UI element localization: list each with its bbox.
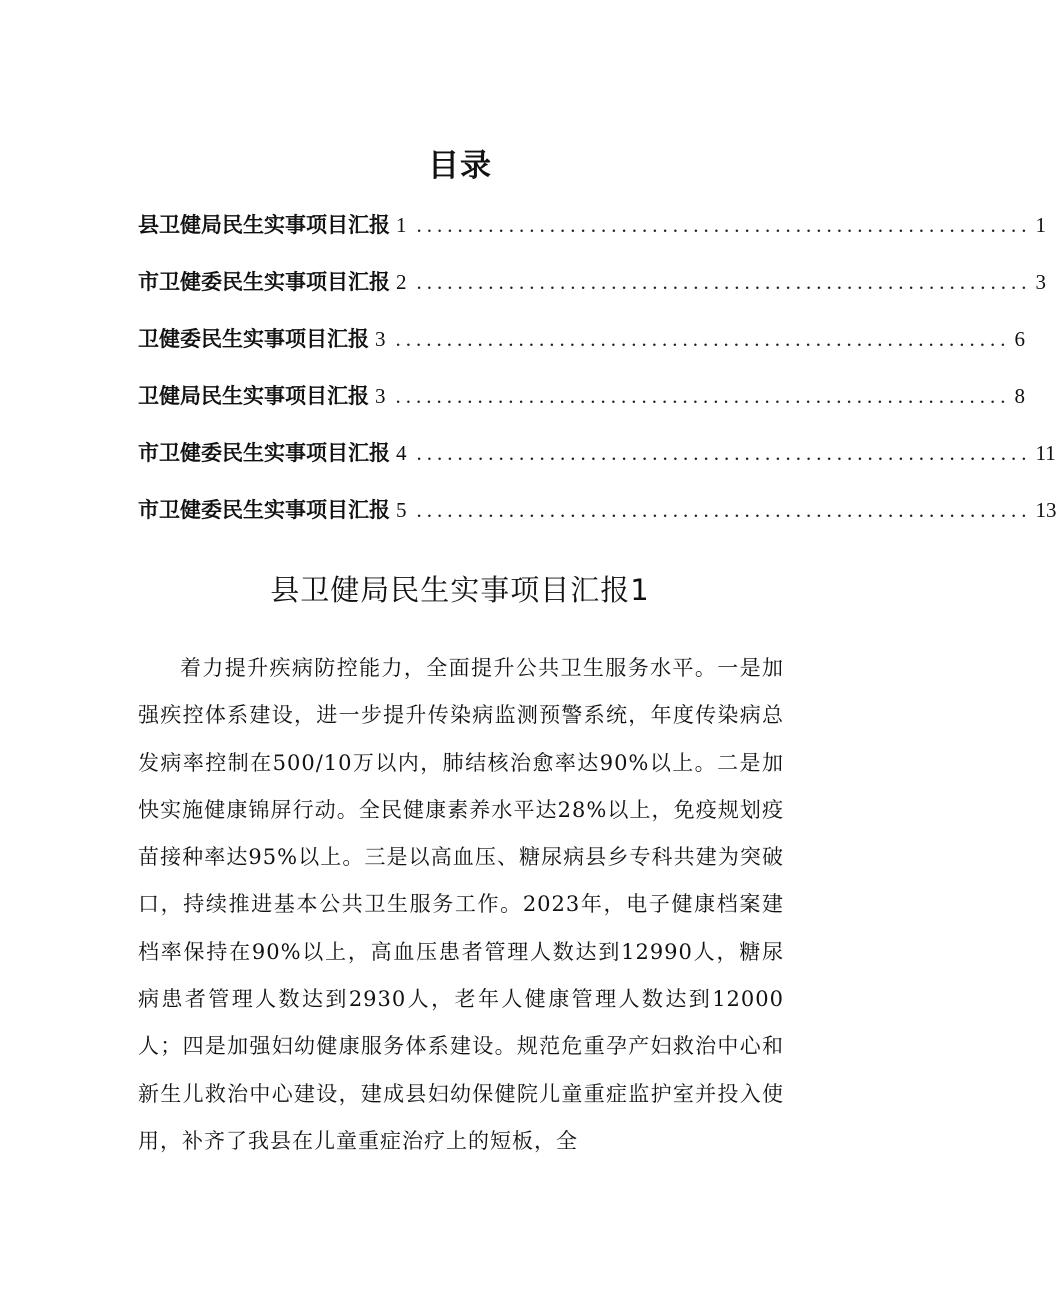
toc-dot-leader: ............................................................ [395, 327, 1011, 351]
toc-entry-number: 1 [396, 213, 407, 237]
section-title: 县卫健局民生实事项目汇报1 [270, 573, 650, 607]
toc-entry[interactable] [138, 374, 1025, 431]
toc-entry[interactable] [138, 260, 1046, 317]
toc-entry-number: 3 [375, 327, 386, 351]
toc-entry-number: 4 [396, 441, 407, 465]
toc-entry-page: 11 [1035, 441, 1056, 465]
toc-entry[interactable] [138, 317, 1025, 374]
toc-entry-title: 县卫健局民生实事项目汇报 [138, 213, 390, 237]
toc-entry-page: 8 [1014, 384, 1025, 408]
toc-entry-title: 市卫健委民生实事项目汇报 [138, 270, 390, 294]
toc-entry[interactable] [138, 203, 1046, 260]
toc-entry-title: 市卫健委民生实事项目汇报 [138, 498, 390, 522]
toc-entry-page: 1 [1035, 213, 1046, 237]
toc-dot-leader: ............................................................ [395, 384, 1011, 408]
toc-dot-leader: ............................................................ [416, 213, 1032, 237]
toc-dot-leader: ............................................................ [416, 270, 1032, 294]
table-of-contents [138, 203, 1057, 545]
toc-entry-page: 13 [1035, 498, 1057, 522]
toc-dot-leader: ............................................................ [416, 441, 1032, 465]
toc-entry-title: 市卫健委民生实事项目汇报 [138, 441, 390, 465]
body-paragraph: 着力提升疾病防控能力，全面提升公共卫生服务水平。一是加强疾控体系建设，进一步提升传染病监测预警系统，年度传染病总发病率控制在500/10万以内，肺结核治愈率达90%以上。二是加快实施健康锦屏行动。全民健康素养水平达28%以上，免疫规划疫苗接种率达95%以上。三是以高血压、糖尿病县乡专科共建为突破口，持续推进基本公共卫生服务工作。2023年，电子健康档案建档率保持在90%以上，高血压患者管理人数达到12990人，糖尿病患者管理人数达到2930人，老年人健康管理人数达到12000人；四是加强妇幼健康服务体系建设。规范危重孕产妇救治中心和新生儿救治中心建设，建成县妇幼保健院儿童重症监护室并投入使用，补齐了我县在儿童重症治疗上的短板，全 [138, 656, 784, 1153]
toc-entry-number: 3 [375, 384, 386, 408]
toc-heading: 目录 [428, 148, 492, 184]
toc-entry-page: 3 [1035, 270, 1046, 294]
toc-entry-number: 2 [396, 270, 407, 294]
toc-entry-title: 卫健局民生实事项目汇报 [138, 384, 369, 408]
toc-entry[interactable] [138, 431, 1056, 488]
toc-entry-page: 6 [1014, 327, 1025, 351]
toc-entry[interactable] [138, 488, 1057, 545]
toc-entry-number: 5 [396, 498, 407, 522]
toc-dot-leader: ............................................................ [416, 498, 1032, 522]
toc-entry-title: 卫健委民生实事项目汇报 [138, 327, 369, 351]
